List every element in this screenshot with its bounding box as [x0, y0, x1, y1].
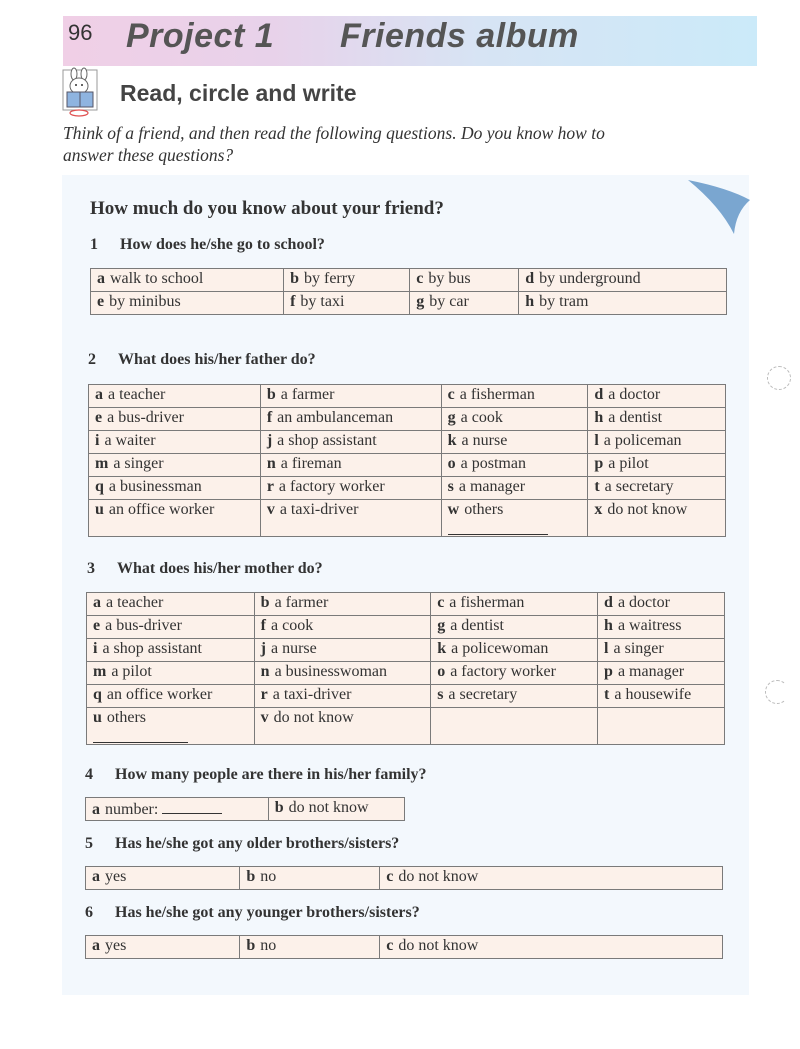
option-p[interactable]	[598, 662, 725, 685]
option-label: a fireman	[280, 455, 342, 472]
options-row	[91, 292, 727, 315]
option-letter: v	[266, 501, 275, 518]
option-o[interactable]	[431, 662, 598, 685]
question-1	[90, 236, 325, 254]
option-label: no	[260, 868, 277, 885]
page-corner-fold-icon	[688, 178, 752, 236]
instructions-text: Think of a friend, and then read the following questions. Do you know how to answer these questions?	[63, 123, 605, 165]
option-l[interactable]	[598, 639, 725, 662]
option-label: a nurse	[270, 640, 317, 657]
options-row	[89, 385, 726, 408]
options-row	[86, 936, 723, 959]
option-label: yes	[105, 868, 127, 885]
option-label: a taxi-driver	[272, 686, 352, 703]
option-label: a nurse	[461, 432, 508, 449]
option-label: a taxi-driver	[279, 501, 359, 518]
option-label: a shop assistant	[277, 432, 377, 449]
question-text: How does he/she go to school?	[120, 236, 325, 253]
option-label: a housewife	[614, 686, 692, 703]
option-a[interactable]	[87, 593, 255, 616]
options-row	[86, 867, 723, 890]
option-label: a singer	[613, 640, 664, 657]
option-letter: a	[93, 594, 101, 611]
option-label: an ambulanceman	[277, 409, 394, 426]
option-label: a pilot	[608, 455, 649, 472]
option-letter: x	[594, 501, 603, 518]
option-b[interactable]	[284, 269, 410, 292]
option-letter: n	[266, 455, 276, 472]
question-3	[87, 560, 323, 578]
option-label: by car	[429, 293, 469, 310]
option-s[interactable]	[431, 685, 598, 708]
option-label: by tram	[539, 293, 589, 310]
option-letter: b	[290, 270, 299, 287]
page-title: Friends album	[340, 17, 579, 55]
option-d[interactable]	[519, 269, 727, 292]
options-row	[89, 454, 726, 477]
option-letter: j	[266, 432, 273, 449]
option-b[interactable]	[240, 867, 380, 890]
option-letter: e	[93, 617, 101, 634]
question-text: What does his/her mother do?	[117, 560, 323, 577]
options-table-q6	[85, 935, 723, 959]
option-letter: g	[437, 617, 446, 634]
option-q[interactable]	[87, 685, 255, 708]
question-number: 3	[87, 560, 95, 577]
option-label: a factory worker	[450, 663, 556, 680]
option-l[interactable]	[588, 431, 726, 454]
option-label: a dentist	[608, 409, 663, 426]
option-b[interactable]	[260, 385, 441, 408]
option-letter: b	[266, 386, 276, 403]
question-text: How many people are there in his/her family?	[115, 766, 427, 783]
options-row	[89, 431, 726, 454]
write-in-blank[interactable]	[93, 741, 188, 743]
option-letter: h	[594, 409, 604, 426]
option-v[interactable]	[254, 708, 431, 745]
reading-rabbit-icon	[60, 66, 100, 118]
option-label: no	[260, 937, 277, 954]
option-e[interactable]	[89, 408, 261, 431]
option-letter: h	[604, 617, 613, 634]
option-letter: s	[437, 686, 444, 703]
option-letter: b	[246, 868, 256, 885]
options-row	[91, 269, 727, 292]
option-label: a manager	[458, 478, 526, 495]
option-label: do not know	[273, 709, 354, 726]
option-letter: b	[246, 937, 256, 954]
option-label: a teacher	[106, 594, 164, 611]
option-label: a cook	[460, 409, 503, 426]
option-p[interactable]	[588, 454, 726, 477]
question-2	[88, 351, 316, 369]
option-letter: a	[92, 801, 100, 818]
option-letter: o	[447, 455, 456, 472]
section-heading: Read, circle and write	[120, 80, 357, 106]
option-letter: c	[447, 386, 455, 403]
option-letter: f	[290, 293, 296, 310]
option-label: a dentist	[450, 617, 504, 634]
option-letter: v	[260, 709, 269, 726]
quiz-title: How much do you know about your friend?	[90, 198, 444, 219]
option-letter: c	[416, 270, 424, 287]
option-letter: e	[95, 409, 103, 426]
option-letter: l	[594, 432, 599, 449]
options-table-q1	[90, 268, 727, 315]
option-label: a farmer	[274, 594, 329, 611]
options-table-q4	[85, 797, 405, 821]
option-label: by taxi	[300, 293, 345, 310]
option-letter: l	[604, 640, 609, 657]
option-label: a waitress	[617, 617, 682, 634]
option-label: a shop assistant	[102, 640, 202, 657]
option-label: do not know	[398, 868, 479, 885]
option-label: a doctor	[608, 386, 661, 403]
option-x[interactable]	[588, 500, 726, 537]
options-row	[87, 662, 725, 685]
question-4	[85, 766, 427, 784]
options-row	[87, 685, 725, 708]
option-letter: k	[437, 640, 447, 657]
option-label: a fisherman	[449, 594, 525, 611]
option-k[interactable]	[431, 639, 598, 662]
option-letter: b	[260, 594, 270, 611]
option-a[interactable]	[86, 798, 269, 821]
option-label: do not know	[607, 501, 688, 518]
option-letter: g	[416, 293, 425, 310]
option-label: a factory worker	[278, 478, 385, 495]
option-h[interactable]	[519, 292, 727, 315]
option-letter: i	[95, 432, 100, 449]
option-a[interactable]	[86, 867, 240, 890]
option-v[interactable]	[260, 500, 441, 537]
option-letter: u	[93, 709, 102, 726]
binder-hole	[767, 366, 791, 390]
option-g[interactable]	[410, 292, 519, 315]
option-d[interactable]	[588, 385, 726, 408]
option-e[interactable]	[87, 616, 255, 639]
option-w[interactable]	[441, 500, 588, 537]
option-label: a secretary	[604, 478, 674, 495]
option-h[interactable]	[588, 408, 726, 431]
option-label: a businessman	[108, 478, 202, 495]
option-letter: n	[260, 663, 270, 680]
page-number: 96	[68, 20, 93, 45]
option-s[interactable]	[441, 477, 588, 500]
options-row	[87, 593, 725, 616]
option-b[interactable]	[268, 798, 404, 821]
option-label: by bus	[428, 270, 471, 287]
option-letter: r	[266, 478, 274, 495]
option-letter: k	[447, 432, 457, 449]
option-letter: u	[95, 501, 104, 518]
option-letter: b	[274, 799, 284, 816]
options-row	[87, 708, 725, 745]
option-b[interactable]	[254, 593, 431, 616]
option-letter: j	[260, 640, 266, 657]
option-label: an office worker	[106, 686, 213, 703]
option-label: a waiter	[104, 432, 156, 449]
option-letter: q	[95, 478, 104, 495]
project-label: Project 1	[126, 17, 275, 55]
question-text: What does his/her father do?	[118, 351, 316, 368]
question-number: 4	[85, 766, 93, 783]
option-letter: s	[447, 478, 454, 495]
option-n[interactable]	[260, 454, 441, 477]
options-row	[87, 616, 725, 639]
option-label: by underground	[539, 270, 641, 287]
option-letter: w	[447, 501, 460, 518]
option-d[interactable]	[598, 593, 725, 616]
option-n[interactable]	[254, 662, 431, 685]
option-m[interactable]	[89, 454, 261, 477]
option-f[interactable]	[260, 408, 441, 431]
question-text: Has he/she got any younger brothers/sisters?	[115, 904, 420, 921]
option-label: a postman	[460, 455, 526, 472]
option-u[interactable]	[87, 708, 255, 745]
options-row	[89, 477, 726, 500]
option-label: number:	[105, 801, 159, 818]
option-m[interactable]	[87, 662, 255, 685]
option-t[interactable]	[588, 477, 726, 500]
option-letter: a	[95, 386, 103, 403]
question-text: Has he/she got any older brothers/sisters?	[115, 835, 400, 852]
option-i[interactable]	[89, 431, 261, 454]
write-in-blank[interactable]	[448, 533, 548, 535]
option-c[interactable]	[441, 385, 588, 408]
option-r[interactable]	[254, 685, 431, 708]
option-label: do not know	[398, 937, 479, 954]
question-5	[85, 835, 399, 853]
option-letter: d	[594, 386, 604, 403]
option-letter: h	[525, 293, 535, 310]
option-letter: c	[386, 937, 394, 954]
question-number: 6	[85, 904, 93, 921]
option-f[interactable]	[284, 292, 410, 315]
option-label: a cook	[270, 617, 314, 634]
question-6	[85, 904, 420, 922]
option-c[interactable]	[380, 867, 723, 890]
option-letter: r	[260, 686, 268, 703]
option-r[interactable]	[260, 477, 441, 500]
option-letter: c	[437, 594, 445, 611]
option-label: others	[106, 709, 147, 726]
options-table-q5	[85, 866, 723, 890]
option-letter: f	[266, 409, 273, 426]
option-label: a secretary	[448, 686, 518, 703]
option-letter: g	[447, 409, 456, 426]
option-label: a teacher	[108, 386, 166, 403]
option-label: a policeman	[603, 432, 682, 449]
option-label: a manager	[617, 663, 685, 680]
option-k[interactable]	[441, 431, 588, 454]
option-letter: c	[386, 868, 394, 885]
option-letter: i	[93, 640, 98, 657]
option-label: do not know	[288, 799, 369, 816]
option-letter: d	[604, 594, 613, 611]
option-letter: a	[92, 868, 100, 885]
option-a[interactable]	[89, 385, 261, 408]
question-number: 1	[90, 236, 98, 253]
empty-cell	[431, 708, 598, 745]
question-number: 2	[88, 351, 96, 368]
option-label: by ferry	[303, 270, 356, 287]
option-e[interactable]	[91, 292, 284, 315]
options-row	[87, 639, 725, 662]
option-c[interactable]	[410, 269, 519, 292]
option-j[interactable]	[254, 639, 431, 662]
option-letter: e	[97, 293, 105, 310]
option-letter: t	[604, 686, 610, 703]
option-c[interactable]	[380, 936, 723, 959]
options-table-q3	[86, 592, 725, 745]
option-a[interactable]	[91, 269, 284, 292]
option-q[interactable]	[89, 477, 261, 500]
option-letter: d	[525, 270, 535, 287]
option-g[interactable]	[431, 616, 598, 639]
option-label: a singer	[113, 455, 164, 472]
option-label: a fisherman	[459, 386, 535, 403]
option-label: walk to school	[110, 270, 204, 287]
write-in-blank[interactable]	[162, 799, 222, 814]
option-label: an office worker	[108, 501, 215, 518]
option-label: a bus-driver	[105, 617, 182, 634]
option-label: a businesswoman	[274, 663, 387, 680]
option-letter: q	[93, 686, 102, 703]
option-label: a bus-driver	[107, 409, 184, 426]
option-letter: t	[594, 478, 600, 495]
option-c[interactable]	[431, 593, 598, 616]
binder-hole	[765, 680, 789, 704]
options-row	[86, 798, 405, 821]
option-label: a policewoman	[451, 640, 549, 657]
option-letter: m	[95, 455, 109, 472]
option-o[interactable]	[441, 454, 588, 477]
option-label: by minibus	[109, 293, 181, 310]
option-letter: f	[260, 617, 266, 634]
option-letter: a	[92, 937, 100, 954]
option-label: others	[464, 501, 504, 518]
option-h[interactable]	[598, 616, 725, 639]
options-row	[89, 500, 726, 537]
option-g[interactable]	[441, 408, 588, 431]
option-label: yes	[105, 937, 127, 954]
option-b[interactable]	[240, 936, 380, 959]
option-u[interactable]	[89, 500, 261, 537]
option-letter: p	[604, 663, 613, 680]
option-a[interactable]	[86, 936, 240, 959]
option-letter: o	[437, 663, 446, 680]
option-letter: m	[93, 663, 107, 680]
option-label: a doctor	[617, 594, 670, 611]
options-table-q2	[88, 384, 726, 537]
option-f[interactable]	[254, 616, 431, 639]
options-row	[89, 408, 726, 431]
option-letter: p	[594, 455, 604, 472]
option-j[interactable]	[260, 431, 441, 454]
option-i[interactable]	[87, 639, 255, 662]
option-label: a farmer	[280, 386, 335, 403]
option-t[interactable]	[598, 685, 725, 708]
question-number: 5	[85, 835, 93, 852]
option-letter: a	[97, 270, 105, 287]
option-label: a pilot	[111, 663, 152, 680]
empty-cell	[598, 708, 725, 745]
